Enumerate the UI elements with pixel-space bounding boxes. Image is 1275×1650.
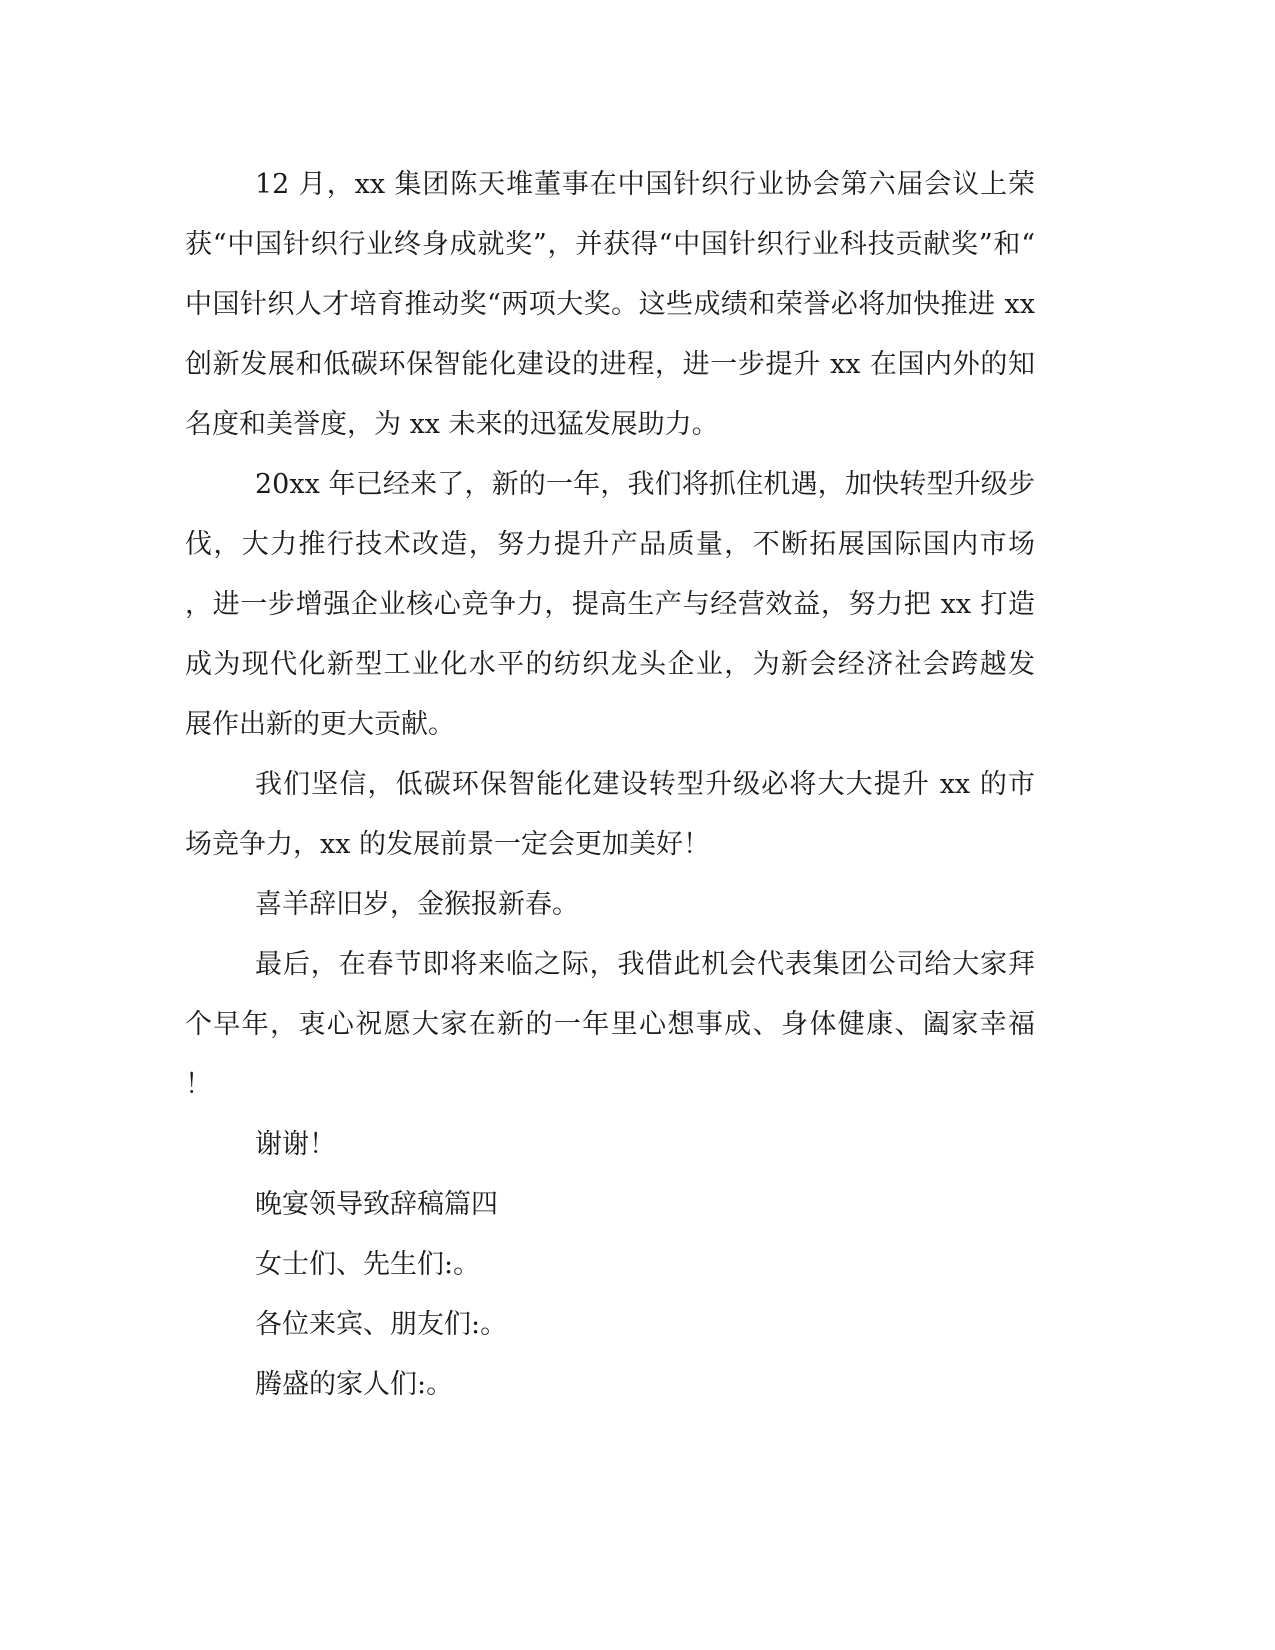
- paragraph-line: 我们坚信，低碳环保智能化建设转型升级必将大大提升 xx 的市: [255, 769, 1035, 800]
- paragraph-line: 名度和美誉度，为 xx 未来的迅猛发展助力。: [185, 409, 719, 440]
- paragraph-line: 展作出新的更大贡献。: [185, 709, 455, 740]
- paragraph-line: 谢谢！: [255, 1129, 336, 1160]
- paragraph-couplet: [185, 875, 1035, 935]
- paragraph-new-year: [185, 455, 1035, 755]
- section-heading: [185, 1175, 1035, 1235]
- paragraph-line: 中国针织人才培育推动奖“两项大奖。这些成绩和荣誉必将加快推进 xx: [185, 289, 1035, 320]
- paragraph-line: 个早年，衷心祝愿大家在新的一年里心想事成、身体健康、阖家幸福: [185, 1009, 1035, 1040]
- paragraph-line: 成为现代化新型工业化水平的纺织龙头企业，为新会经济社会跨越发: [185, 649, 1035, 680]
- paragraph-greeting: [185, 935, 1035, 1115]
- paragraph-line: 各位来宾、朋友们:。: [255, 1309, 508, 1340]
- paragraph-line: 20xx 年已经来了，新的一年，我们将抓住机遇，加快转型升级步: [255, 469, 1035, 500]
- paragraph-line: 腾盛的家人们:。: [255, 1369, 454, 1400]
- paragraph-line: 伐，大力推行技术改造，努力提升产品质量，不断拓展国际国内市场: [185, 529, 1035, 560]
- paragraph-line: 获“中国针织行业终身成就奖”，并获得“中国针织行业科技贡献奖”和“: [185, 229, 1035, 260]
- paragraph-award: [185, 155, 1035, 455]
- document-body: [185, 155, 1035, 1415]
- paragraph-thanks: [185, 1115, 1035, 1175]
- paragraph-line: 女士们、先生们:。: [255, 1249, 481, 1280]
- paragraph-line: ！: [185, 1069, 212, 1100]
- paragraph-line: 创新发展和低碳环保智能化建设的进程，进一步提升 xx 在国内外的知: [185, 349, 1035, 380]
- salutation-family: [185, 1355, 1035, 1415]
- paragraph-line: 场竞争力，xx 的发展前景一定会更加美好！: [185, 829, 711, 860]
- paragraph-belief: [185, 755, 1035, 875]
- paragraph-line: 12 月，xx 集团陈天堆董事在中国针织行业协会第六届会议上荣: [255, 169, 1035, 200]
- section-title: 晚宴领导致辞稿篇四: [255, 1189, 498, 1220]
- paragraph-line: 最后，在春节即将来临之际，我借此机会代表集团公司给大家拜: [255, 949, 1035, 980]
- salutation-guests-friends: [185, 1295, 1035, 1355]
- salutation-ladies-gentlemen: [185, 1235, 1035, 1295]
- paragraph-line: ，进一步增强企业核心竞争力，提高生产与经营效益，努力把 xx 打造: [185, 589, 1035, 620]
- paragraph-line: 喜羊辞旧岁，金猴报新春。: [255, 889, 579, 920]
